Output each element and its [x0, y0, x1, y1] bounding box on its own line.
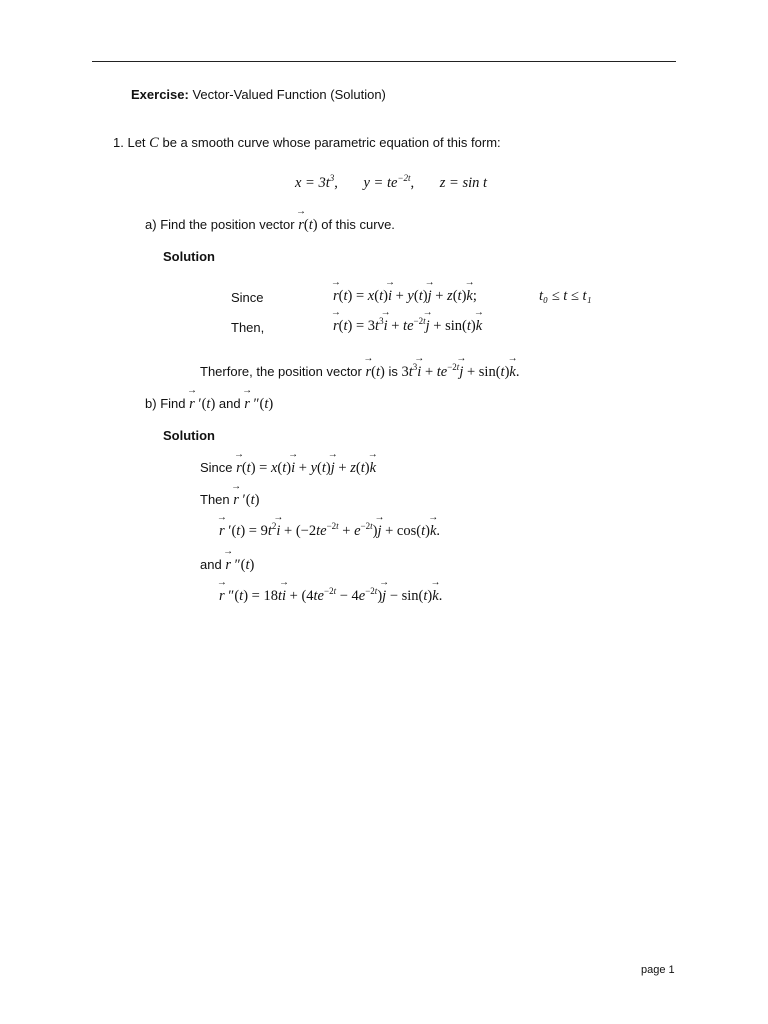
part-a-marker: a): [145, 217, 157, 232]
first-derivative-equation: $r \to '(t) = 9t^2i$ → + $(-2te^{-2t} + e^{-2t})j$ → + cos(t)k →.: [219, 522, 440, 540]
position-vector-symbol: r →(t): [298, 217, 317, 233]
equation-y: $y = te^{-2t}$: [363, 173, 411, 191]
part-a-since-equation: r →(t) = x(t)i → + y(t)j → + z(t)k →;: [333, 287, 477, 305]
part-b-solution-label: Solution: [163, 428, 215, 443]
part-a-since-label: Since: [231, 290, 264, 305]
parametric-equations: $x = 3t^3$, $y = te^{-2t}$, z = sin t: [295, 173, 488, 191]
part-b-question: b) Find r → ′(t) and r → ″(t): [145, 395, 273, 413]
intro-post: be a smooth curve whose parametric equation of this form:: [162, 135, 501, 150]
intro-pre: Let: [127, 135, 146, 150]
problem-1-intro: [113, 134, 501, 152]
exercise-title-text: Vector-Valued Function (Solution): [192, 87, 386, 102]
exercise-title: [131, 86, 386, 104]
part-b-marker: b): [145, 396, 157, 411]
part-b-since: Since r →(t) = x(t)i → + y(t)j → + z(t)k →: [200, 459, 376, 477]
problem-number: 1.: [113, 135, 124, 150]
part-b-and: and r → ″(t): [200, 556, 254, 574]
part-a-conclusion: Therfore, the position vector r →(t) is $3t^3i$ → + $te^{-2t}j$ → + sin(t)k →.: [200, 363, 519, 381]
parameter-interval: t₀ ≤ t ≤ t₁: [539, 288, 592, 304]
equation-z: z = sin t: [439, 175, 488, 191]
part-b-then: Then r → ′(t): [200, 491, 259, 509]
part-a-solution-label: Solution: [163, 249, 215, 264]
header-rule: [92, 61, 676, 62]
exercise-label: Exercise:: [131, 87, 189, 102]
second-derivative-equation: r → ″(t) = 18ti → + $(4te^{-2t} - 4e^{-2t})j$ → − sin(t)k →.: [219, 587, 442, 605]
conclusion-equation: $3t^3i$ → + $te^{-2t}j$ → + sin(t)k →.: [402, 364, 520, 380]
part-a-question: a) Find the position vector r →(t) of this curve.: [145, 216, 395, 234]
part-a-then-label: Then,: [231, 320, 265, 335]
equation-x: $x = 3t^3$: [295, 173, 335, 191]
curve-symbol: C: [149, 135, 159, 151]
part-a-then-equation: $r \to(t) = 3t^3i$ → + $te^{-2t}j$ → + sin(t)k →: [333, 317, 482, 335]
page-number: page 1: [641, 964, 675, 976]
